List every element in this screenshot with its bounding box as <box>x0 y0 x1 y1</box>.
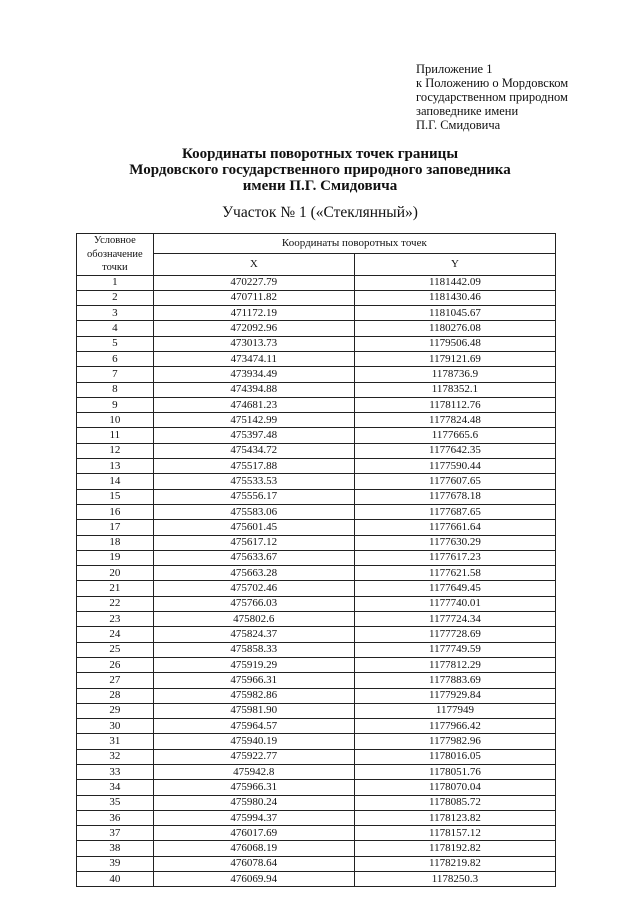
section-title: Участок № 1 («Стеклянный») <box>222 204 418 221</box>
y-coordinate-cell: 1179506.48 <box>354 336 555 351</box>
table-row <box>77 351 556 366</box>
point-number-cell: 16 <box>77 504 154 519</box>
point-header-line: Условное <box>93 235 136 246</box>
y-coordinate-cell: 1177812.29 <box>354 657 555 672</box>
y-coordinate-cell: 1177982.96 <box>354 734 555 749</box>
point-number-cell: 32 <box>77 749 154 764</box>
x-coordinate-cell: 476017.69 <box>153 826 354 841</box>
annex-line: заповеднике имени <box>416 104 519 118</box>
y-coordinate-cell: 1181442.09 <box>354 275 555 290</box>
y-coordinate-cell: 1178051.76 <box>354 765 555 780</box>
x-coordinate-cell: 475802.6 <box>153 612 354 627</box>
x-coordinate-cell: 475617.12 <box>153 535 354 550</box>
x-column-header: X <box>153 254 354 275</box>
x-coordinate-cell: 475434.72 <box>153 443 354 458</box>
table-row <box>77 290 556 305</box>
x-coordinate-cell: 476078.64 <box>153 856 354 871</box>
x-coordinate-cell: 475994.37 <box>153 810 354 825</box>
y-coordinate-cell: 1177642.35 <box>354 443 555 458</box>
point-number-cell: 1 <box>77 275 154 290</box>
point-number-cell: 33 <box>77 765 154 780</box>
x-coordinate-cell: 472092.96 <box>153 321 354 336</box>
point-column-header <box>77 234 154 276</box>
table-row <box>77 566 556 581</box>
table-row <box>77 397 556 412</box>
annex-note <box>416 62 568 132</box>
y-coordinate-cell: 1177724.34 <box>354 612 555 627</box>
table-row <box>77 826 556 841</box>
coordinates-table <box>76 233 556 887</box>
point-number-cell: 13 <box>77 459 154 474</box>
y-coordinate-cell: 1178192.82 <box>354 841 555 856</box>
point-number-cell: 20 <box>77 566 154 581</box>
point-number-cell: 40 <box>77 872 154 887</box>
table-row <box>77 336 556 351</box>
point-number-cell: 2 <box>77 290 154 305</box>
point-number-cell: 29 <box>77 703 154 718</box>
y-coordinate-cell: 1177740.01 <box>354 596 555 611</box>
table-row <box>77 612 556 627</box>
x-coordinate-cell: 475942.8 <box>153 765 354 780</box>
annex-line: П.Г. Смидовича <box>416 118 501 132</box>
y-coordinate-cell: 1177728.69 <box>354 627 555 642</box>
x-coordinate-cell: 475583.06 <box>153 504 354 519</box>
y-coordinate-cell: 1177824.48 <box>354 413 555 428</box>
table-row <box>77 657 556 672</box>
annex-line: к Положению о Мордовском <box>416 76 569 90</box>
x-coordinate-cell: 475940.19 <box>153 734 354 749</box>
y-coordinate-cell: 1177665.6 <box>354 428 555 443</box>
x-coordinate-cell: 475533.53 <box>153 474 354 489</box>
table-row <box>77 535 556 550</box>
point-number-cell: 4 <box>77 321 154 336</box>
y-coordinate-cell: 1181045.67 <box>354 306 555 321</box>
table-row <box>77 810 556 825</box>
coordinates-header: Координаты поворотных точек <box>153 234 555 254</box>
x-coordinate-cell: 475702.46 <box>153 581 354 596</box>
x-coordinate-cell: 470711.82 <box>153 290 354 305</box>
x-coordinate-cell: 470227.79 <box>153 275 354 290</box>
point-number-cell: 18 <box>77 535 154 550</box>
table-row <box>77 734 556 749</box>
x-coordinate-cell: 475824.37 <box>153 627 354 642</box>
table-row <box>77 306 556 321</box>
x-coordinate-cell: 475966.31 <box>153 780 354 795</box>
point-number-cell: 15 <box>77 489 154 504</box>
table-row <box>77 780 556 795</box>
x-coordinate-cell: 475922.77 <box>153 749 354 764</box>
table-body <box>77 275 556 887</box>
table-row <box>77 642 556 657</box>
point-number-cell: 9 <box>77 397 154 412</box>
table-row <box>77 581 556 596</box>
y-coordinate-cell: 1177678.18 <box>354 489 555 504</box>
x-coordinate-cell: 473013.73 <box>153 336 354 351</box>
table-row <box>77 749 556 764</box>
point-header-line: обозначение <box>87 248 143 260</box>
y-coordinate-cell: 1178219.82 <box>354 856 555 871</box>
table-row <box>77 703 556 718</box>
y-coordinate-cell: 1178085.72 <box>354 795 555 810</box>
x-coordinate-cell: 476069.94 <box>153 872 354 887</box>
x-coordinate-cell: 475601.45 <box>153 520 354 535</box>
y-coordinate-cell: 1177949 <box>354 703 555 718</box>
point-number-cell: 30 <box>77 719 154 734</box>
table-row <box>77 459 556 474</box>
point-number-cell: 28 <box>77 688 154 703</box>
table-row <box>77 443 556 458</box>
point-number-cell: 17 <box>77 520 154 535</box>
y-coordinate-cell: 1180276.08 <box>354 321 555 336</box>
x-coordinate-cell: 475919.29 <box>153 657 354 672</box>
y-coordinate-cell: 1178070.04 <box>354 780 555 795</box>
table-row <box>77 321 556 336</box>
x-coordinate-cell: 475663.28 <box>153 566 354 581</box>
table-row <box>77 688 556 703</box>
y-coordinate-cell: 1177661.64 <box>354 520 555 535</box>
x-coordinate-cell: 475517.88 <box>153 459 354 474</box>
x-coordinate-cell: 475397.48 <box>153 428 354 443</box>
point-number-cell: 22 <box>77 596 154 611</box>
y-coordinate-cell: 1178016.05 <box>354 749 555 764</box>
y-coordinate-cell: 1177966.42 <box>354 719 555 734</box>
point-number-cell: 3 <box>77 306 154 321</box>
y-coordinate-cell: 1178736.9 <box>354 367 555 382</box>
x-coordinate-cell: 474394.88 <box>153 382 354 397</box>
x-coordinate-cell: 475981.90 <box>153 703 354 718</box>
y-coordinate-cell: 1177749.59 <box>354 642 555 657</box>
title-line: Координаты поворотных точек границы <box>181 146 459 162</box>
point-number-cell: 10 <box>77 413 154 428</box>
point-number-cell: 21 <box>77 581 154 596</box>
x-coordinate-cell: 474681.23 <box>153 397 354 412</box>
table-row <box>77 841 556 856</box>
table-row <box>77 673 556 688</box>
point-number-cell: 34 <box>77 780 154 795</box>
point-number-cell: 35 <box>77 795 154 810</box>
table-row <box>77 627 556 642</box>
point-number-cell: 26 <box>77 657 154 672</box>
point-number-cell: 11 <box>77 428 154 443</box>
y-coordinate-cell: 1181430.46 <box>354 290 555 305</box>
table-row <box>77 856 556 871</box>
y-coordinate-cell: 1178157.12 <box>354 826 555 841</box>
y-column-header: Y <box>354 254 555 275</box>
y-coordinate-cell: 1177607.65 <box>354 474 555 489</box>
y-coordinate-cell: 1177687.65 <box>354 504 555 519</box>
point-number-cell: 14 <box>77 474 154 489</box>
x-coordinate-cell: 475142.99 <box>153 413 354 428</box>
point-header-line: точки <box>102 262 128 273</box>
point-number-cell: 31 <box>77 734 154 749</box>
point-number-cell: 37 <box>77 826 154 841</box>
table-row <box>77 382 556 397</box>
table-row <box>77 428 556 443</box>
y-coordinate-cell: 1178112.76 <box>354 397 555 412</box>
table-row <box>77 872 556 887</box>
x-coordinate-cell: 475982.86 <box>153 688 354 703</box>
point-number-cell: 19 <box>77 550 154 565</box>
table-row <box>77 474 556 489</box>
table-row <box>77 489 556 504</box>
y-coordinate-cell: 1178250.3 <box>354 872 555 887</box>
y-coordinate-cell: 1178123.82 <box>354 810 555 825</box>
annex-line: государственном природном <box>416 90 568 104</box>
point-number-cell: 12 <box>77 443 154 458</box>
y-coordinate-cell: 1179121.69 <box>354 351 555 366</box>
x-coordinate-cell: 473934.49 <box>153 367 354 382</box>
point-number-cell: 6 <box>77 351 154 366</box>
point-number-cell: 25 <box>77 642 154 657</box>
table-row <box>77 504 556 519</box>
table-row <box>77 795 556 810</box>
point-number-cell: 27 <box>77 673 154 688</box>
point-number-cell: 39 <box>77 856 154 871</box>
y-coordinate-cell: 1177649.45 <box>354 581 555 596</box>
y-coordinate-cell: 1177621.58 <box>354 566 555 581</box>
y-coordinate-cell: 1177883.69 <box>354 673 555 688</box>
x-coordinate-cell: 475966.31 <box>153 673 354 688</box>
point-number-cell: 5 <box>77 336 154 351</box>
x-coordinate-cell: 475556.17 <box>153 489 354 504</box>
title-line: Мордовского государственного природного заповедника <box>129 162 511 178</box>
point-number-cell: 38 <box>77 841 154 856</box>
x-coordinate-cell: 473474.11 <box>153 351 354 366</box>
y-coordinate-cell: 1177929.84 <box>354 688 555 703</box>
point-number-cell: 36 <box>77 810 154 825</box>
x-coordinate-cell: 475766.03 <box>153 596 354 611</box>
point-number-cell: 23 <box>77 612 154 627</box>
x-coordinate-cell: 475964.57 <box>153 719 354 734</box>
document-title <box>0 146 640 194</box>
y-coordinate-cell: 1177617.23 <box>354 550 555 565</box>
point-number-cell: 24 <box>77 627 154 642</box>
y-coordinate-cell: 1177630.29 <box>354 535 555 550</box>
table-row <box>77 765 556 780</box>
x-coordinate-cell: 475858.33 <box>153 642 354 657</box>
x-coordinate-cell: 475633.67 <box>153 550 354 565</box>
table-row <box>77 596 556 611</box>
y-coordinate-cell: 1177590.44 <box>354 459 555 474</box>
table-row <box>77 275 556 290</box>
x-coordinate-cell: 476068.19 <box>153 841 354 856</box>
x-coordinate-cell: 471172.19 <box>153 306 354 321</box>
table-row <box>77 719 556 734</box>
table-row <box>77 367 556 382</box>
table-row <box>77 413 556 428</box>
point-number-cell: 8 <box>77 382 154 397</box>
annex-line: Приложение 1 <box>416 62 493 76</box>
x-coordinate-cell: 475980.24 <box>153 795 354 810</box>
title-line: имени П.Г. Смидовича <box>242 178 398 194</box>
y-coordinate-cell: 1178352.1 <box>354 382 555 397</box>
table-row <box>77 550 556 565</box>
point-number-cell: 7 <box>77 367 154 382</box>
table-row <box>77 520 556 535</box>
